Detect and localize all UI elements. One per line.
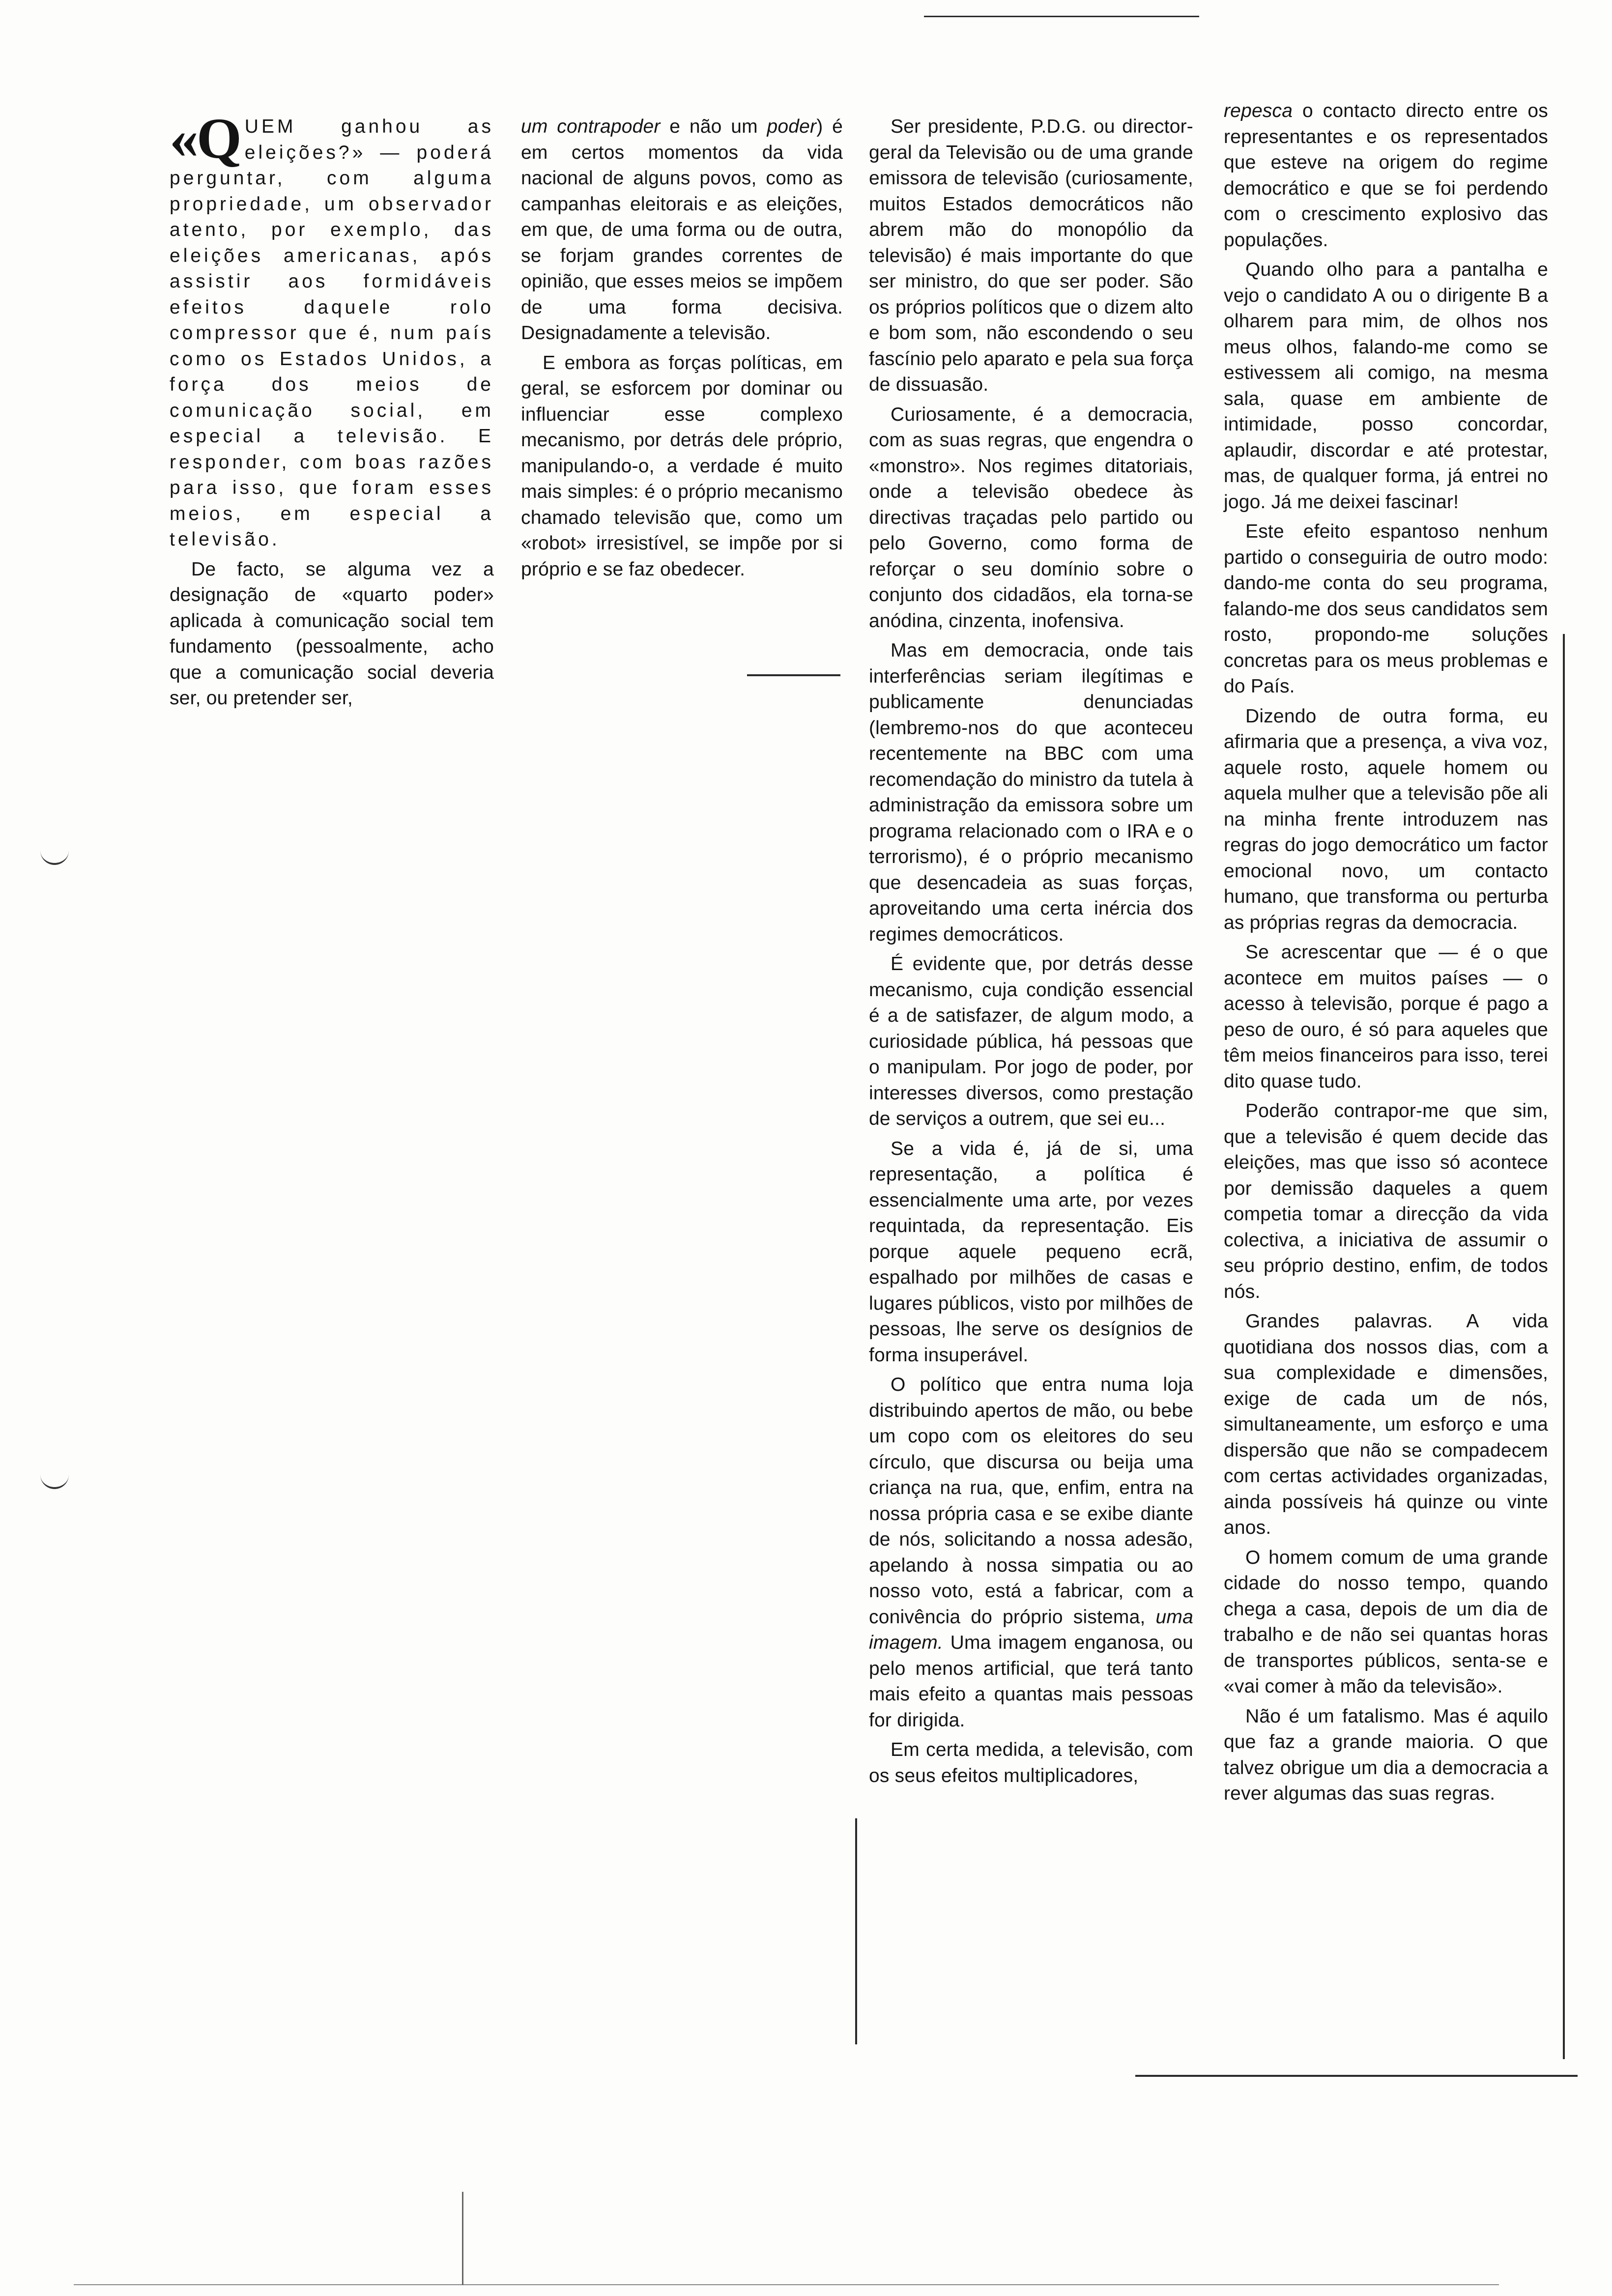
paragraph-text: Em certa medida, a televisão, com os seus efeitos multiplicadores, bbox=[869, 1739, 1193, 1786]
paragraph-text: Este efeito espantoso nenhum partido o conseguiria de outro modo: dando-me conta do seu programa, falando-me dos seus candidatos sem rosto, propondo-me soluções concretas para os meus problemas e do País. bbox=[1224, 521, 1548, 697]
article-paragraph bbox=[1224, 940, 1548, 1094]
article-column-4 bbox=[1224, 98, 1548, 1807]
lead-paragraph bbox=[170, 106, 494, 553]
paragraph-text: E embora as forças políticas, em geral, se esforcem por dominar ou influenciar esse complexo mecanismo, por detrás dele próprio, manipulando-o, a verdade é muito mais simples: é o próprio mecanismo chamado televisão que, como um «robot» irresistível, se impõe por si próprio e se faz obedecer. bbox=[521, 352, 843, 580]
paragraph-text: É evidente que, por detrás desse mecanismo, cuja condição essencial é a de satisfazer, de algum modo, a curiosidade pública, há pessoas que o manipulam. Por jogo de poder, por interesses diversos, como prestação de serviços a outrem, que sei eu... bbox=[869, 953, 1193, 1129]
paragraph-text: Dizendo de outra forma, eu afirmaria que a presença, a viva voz, aquele rosto, aquele homem ou aquela mulher que a televisão põe ali na minha frente introduzem nas regras do jogo democrático um factor emocional novo, um contacto humano, que transforma ou perturba as próprias regras da democracia. bbox=[1224, 705, 1548, 933]
italic-text: poder bbox=[767, 116, 817, 137]
article-paragraph bbox=[1224, 519, 1548, 700]
article-paragraph bbox=[1224, 1309, 1548, 1541]
paragraph-text: e não um bbox=[669, 116, 758, 137]
paragraph-text: Mas em democracia, onde tais interferências seriam ilegítimas e publicamente denunciadas (lembremo-nos do que aconteceu recentemente na BBC com uma recomendação do ministro da tutela à administração da emissora sobre um programa relacionado com o IRA e o terrorismo), é o próprio mecanismo que desencadeia as suas forças, aproveitando uma certa inércia dos regimes democráticos. bbox=[869, 640, 1193, 945]
paragraph-text: Poderão contrapor-me que sim, que a televisão é quem decide das eleições, mas que isso só acontece por demissão daqueles a quem competia tomar a direcção da vida colectiva, a iniciativa de assumir o seu próprio destino, enfim, de todos nós. bbox=[1224, 1100, 1548, 1302]
paragraph-text: Se acrescentar que — é o que acontece em muitos países — o acesso à televisão, porque é pago a peso de ouro, é só para aqueles que têm meios financeiros para isso, terei dito quase tudo. bbox=[1224, 942, 1548, 1092]
article-paragraph bbox=[521, 350, 843, 583]
italic-text: repesca bbox=[1224, 100, 1293, 121]
paragraph-text: Não é um fatalismo. Mas é aquilo que faz a grande maioria. O que talvez obrigue um dia a democracia a rever algumas das suas regras. bbox=[1224, 1705, 1548, 1804]
paragraph-text: Grandes palavras. A vida quotidiana dos nossos dias, com a sua complexidade e dimensões, exige de cada um de nós, simultaneamente, um esforço e uma dispersão que não se compadecem com certas actividades organizadas, ainda possíveis há quinze ou vinte anos. bbox=[1224, 1311, 1548, 1538]
article-column-3 bbox=[869, 114, 1193, 1789]
paragraph-text: ) é em certos momentos da vida nacional de alguns povos, como as campanhas eleitorais e as eleições, em que, de uma forma ou de outra, se forjam grandes correntes de opinião, que esses meios se impõem de uma forma decisiva. Designadamente a televisão. bbox=[521, 116, 843, 344]
paragraph-text: Uma imagem enganosa, ou pelo menos artificial, que terá tanto mais efeito a quantas mais pessoas for dirigida. bbox=[869, 1632, 1194, 1731]
paragraph-text: O político que entra numa loja distribuindo apertos de mão, ou bebe um copo com os eleitores do seu círculo, que discursa ou beija uma criança na rua, que, enfim, entra na nossa própria casa e se exibe diante de nós, solicitando a nossa adesão, apelando à nossa simpatia ou ao nosso voto, está a fabricar, com a conivência do próprio sistema, bbox=[869, 1374, 1193, 1628]
column-separator bbox=[1563, 634, 1565, 2059]
article-paragraph bbox=[869, 638, 1193, 947]
paragraph-text: Ser presidente, P.D.G. ou director-geral da Televisão ou de uma grande emissora de televisão (curiosamente, muitos Estados democráticos não abrem mão do monopólio da televisão) é mais importante do que ser ministro, do que ser poder. São os próprios políticos que o dizem alto e bom som, não escondendo o seu fascínio pelo aparato e pela sua força de dissuasão. bbox=[869, 116, 1193, 395]
bottom-rule bbox=[74, 2284, 1499, 2285]
top-rule bbox=[924, 16, 1199, 17]
article-paragraph bbox=[1224, 1545, 1548, 1700]
article-paragraph bbox=[170, 557, 494, 712]
article-paragraph bbox=[1224, 1704, 1548, 1807]
punch-hole-mark bbox=[40, 1474, 69, 1489]
article-paragraph bbox=[869, 1136, 1193, 1369]
article-column-2 bbox=[521, 114, 843, 582]
paragraph-text: Quando olho para a pantalha e vejo o candidato A ou o dirigente B a olharem para mim, de olhos nos meus olhos, falando-me como se estivessem ali comigo, na mesma sala, quase em ambiente de intimidade, posso concordar, aplaudir, discordar e até protestar, mas, de qualquer forma, já entrei no jogo. Já me deixei fascinar! bbox=[1224, 259, 1548, 513]
column-end-rule bbox=[747, 674, 840, 676]
article-paragraph bbox=[1224, 257, 1548, 515]
punch-hole-mark bbox=[40, 850, 69, 865]
article-paragraph bbox=[1224, 1098, 1548, 1305]
article-paragraph bbox=[869, 1372, 1193, 1733]
paragraph-text: Se a vida é, já de si, uma representação, a política é essencialmente uma arte, por vezes requintada, da representação. Eis porque aquele pequeno ecrã, espalhado por milhões de casas e lugares públicos, visto por milhões de pessoas, lhe serve os desígnios de forma insuperável. bbox=[869, 1138, 1193, 1366]
article-column-1 bbox=[170, 106, 494, 712]
article-paragraph-continued bbox=[521, 114, 843, 346]
paragraph-text: De facto, se alguma vez a designação de «quarto poder» aplicada à comunicação social tem fundamento (pessoalmente, acho que a comunicação social deveria ser, ou pretender ser, bbox=[170, 558, 494, 709]
paragraph-text: O homem comum de uma grande cidade do nosso tempo, quando chega a casa, depois de um dia de trabalho e de não sei quantas horas de transportes públicos, senta-se e «vai comer à mão da televisão». bbox=[1224, 1547, 1548, 1697]
paragraph-text: Curiosamente, é a democracia, com as suas regras, que engendra o «monstro». Nos regimes ditatoriais, onde a televisão obedece às directivas traçadas pelo partido ou pelo Governo, como forma de reforçar o seu domínio sobre o conjunto dos cidadãos, ela torna-se anódina, cinzenta, inofensiva. bbox=[869, 403, 1193, 631]
article-paragraph bbox=[869, 1737, 1193, 1789]
paragraph-text: o contacto directo entre os representantes e os representados que esteve na origem do regime democrático e que se foi perdendo com o crescimento explosivo das populações. bbox=[1224, 100, 1548, 251]
column-separator bbox=[855, 1818, 857, 2044]
article-paragraph bbox=[869, 402, 1193, 634]
article-paragraph bbox=[1224, 704, 1548, 936]
italic-text: uma imagem. bbox=[869, 1606, 1193, 1653]
scan-artifact bbox=[462, 2192, 463, 2285]
article-paragraph-continued bbox=[1224, 98, 1548, 253]
bottom-rule bbox=[1135, 2075, 1578, 2077]
article-paragraph bbox=[869, 951, 1193, 1132]
lead-text: UEM ganhou as eleições?» — poderá perguntar, com alguma propriedade, um observador atento, por exemplo, das eleições americanas, após assistir aos formidáveis efeitos daquele rolo compressor que é, num país como os Estados Unidos, a força dos meios de comunicação social, em especial a televisão. E responder, com boas razões para isso, que foram esses meios, em especial a televisão. bbox=[170, 116, 494, 550]
drop-cap: «Q bbox=[170, 106, 240, 171]
italic-text: um contrapoder bbox=[521, 116, 661, 137]
article-paragraph bbox=[869, 114, 1193, 398]
